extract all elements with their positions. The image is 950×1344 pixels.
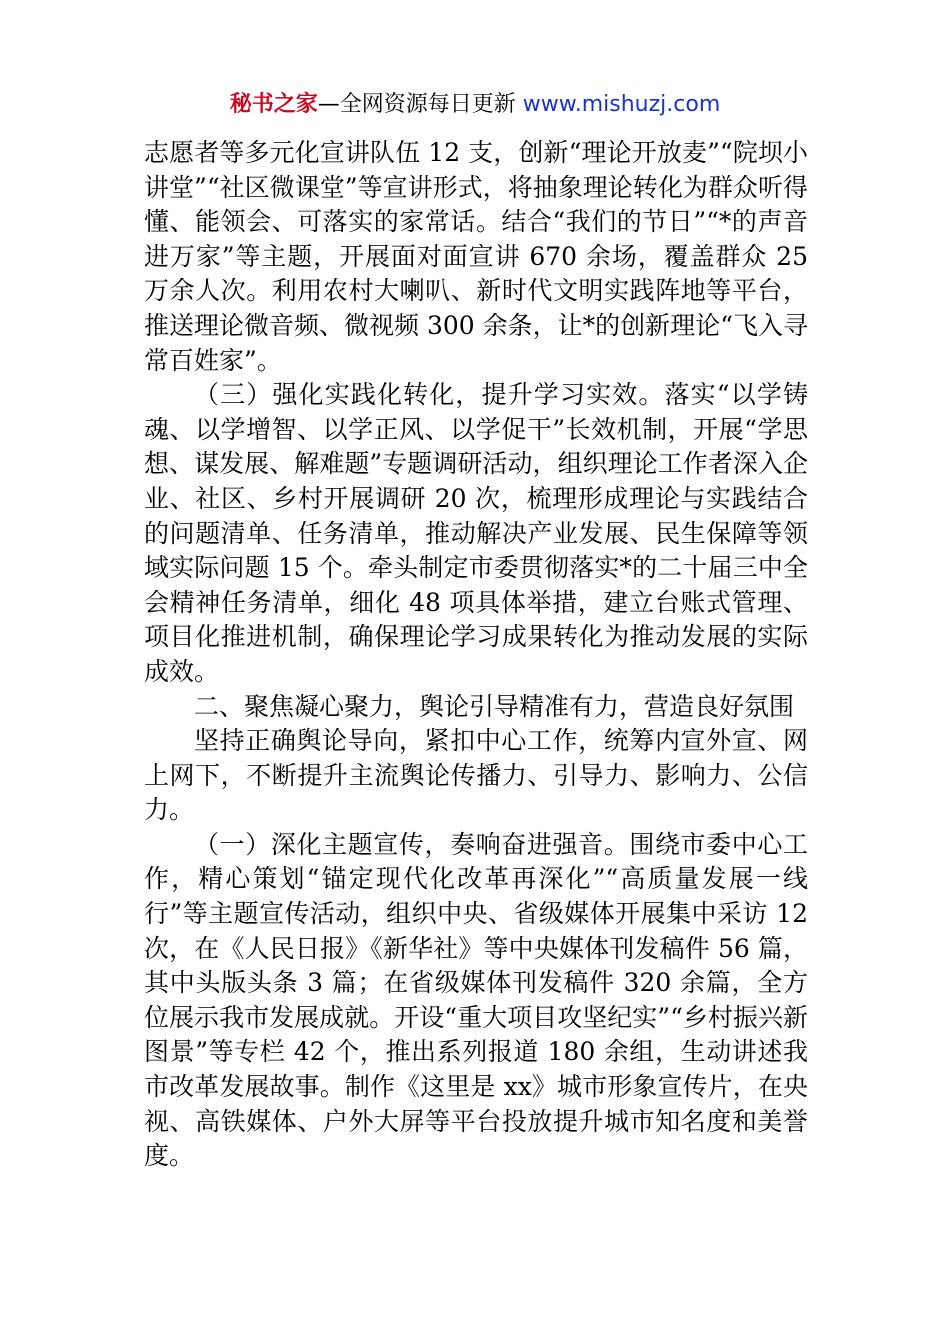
document-body <box>144 136 808 1174</box>
page-header <box>0 90 950 120</box>
paragraph-practice-transformation: （三）强化实践化转化，提升学习实效。落实“以学铸魂、以学增智、以学正风、以学促干”长效机制，开展“学思想、谋发展、解难题”专题调研活动，组织理论工作者深入企业、社区、乡村开展调研 20 次，梳理形成理论与实践结合的问题清单、任务清单，推动解决产业发展、民生保障等领域实际问题 15 个。牵头制定市委贯彻落实*的二十届三中全会精神任务清单，细化 48 项具体举措，建立台账式管理、项目化推进机制，确保理论学习成果转化为推动发展的实际成效。 <box>144 380 808 686</box>
header-url[interactable]: www.mishuzj.com <box>522 92 721 117</box>
paragraph-opinion-guidance: 坚持正确舆论导向，紧扣中心工作，统筹内宣外宣、网上网下，不断提升主流舆论传播力、引导力、影响力、公信力。 <box>144 726 808 825</box>
paragraph-theme-publicity: （一）深化主题宣传，奏响奋进强音。围绕市委中心工作，精心策划“锚定现代化改革再深化”“高质量发展一线行”等主题宣传活动，组织中央、省级媒体开展集中采访 12 次，在《人民日报》《新华社》等中央媒体刊发稿件 56 篇，其中头版头条 3 篇；在省级媒体刊发稿件 320 余篇，全方位展示我市发展成就。开设“重大项目攻坚纪实”“乡村振兴新图景”等专栏 42 个，推出系列报道 180 余组，生动讲述我市改革发展故事。制作《这里是 xx》城市形象宣传片，在央视、高铁媒体、户外大屏等平台投放提升城市知名度和美誉度。 <box>144 829 808 1171</box>
section-heading-public-opinion: 二、聚焦凝心聚力，舆论引导精准有力，营造良好氛围 <box>194 691 795 721</box>
header-tagline: —全网资源每日更新 <box>317 92 523 117</box>
header-brand: 秘书之家 <box>229 92 318 117</box>
paragraph-continuation: 志愿者等多元化宣讲队伍 12 支，创新“理论开放麦”“院坝小讲堂”“社区微课堂”等宣讲形式，将抽象理论转化为群众听得懂、能领会、可落实的家常话。结合“我们的节日”“*的声音进万家”等主题，开展面对面宣讲 670 余场，覆盖群众 25 万余人次。利用农村大喇叭、新时代文明实践阵地等平台，推送理论微音频、微视频 300 余条，让*的创新理论“飞入寻常百姓家”。 <box>144 138 808 375</box>
